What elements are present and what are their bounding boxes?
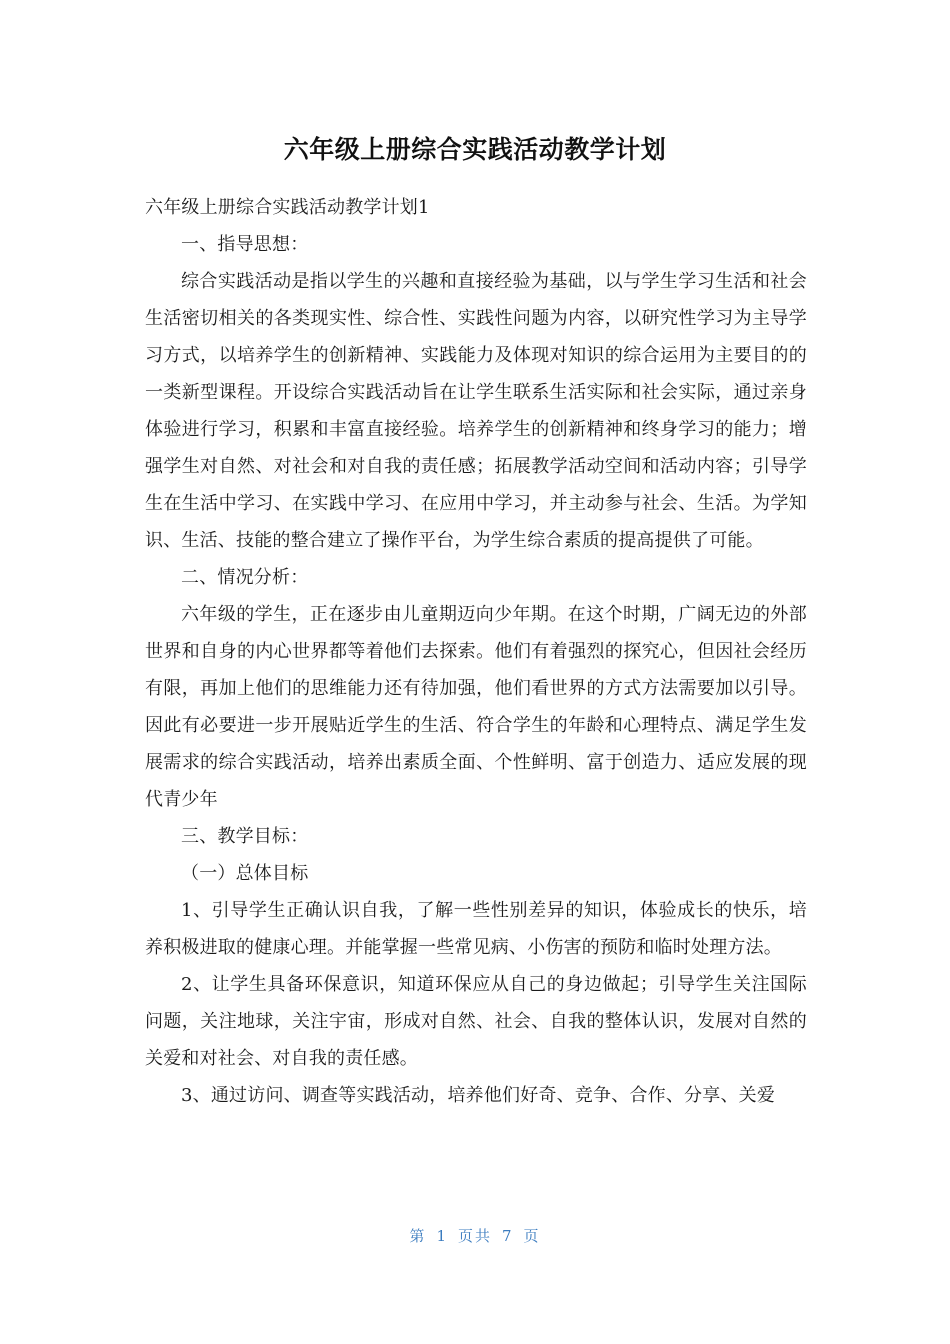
subheading-overall-goals: （一）总体目标 (181, 863, 309, 884)
footer-middle: 页共 (457, 1227, 492, 1245)
goal-item-3: 3、通过访问、调查等实践活动，培养他们好奇、竞争、合作、分享、关爱 (181, 1085, 776, 1106)
document-subtitle: 六年级上册综合实践活动教学计划1 (145, 197, 430, 218)
document-body (145, 189, 807, 1114)
footer-total-pages: 7 (502, 1227, 514, 1245)
paragraph-situation-analysis: 六年级的学生，正在逐步由儿童期迈向少年期。在这个时期，广阔无边的外部世界和自身的内心世界都等着他们去探索。他们有着强烈的探究心，但因社会经历有限，再加上他们的思维能力还有待加强，他们看世界的方式方法需要加以引导。因此有必要进一步开展贴近学生的生活、符合学生的年龄和心理特点、满足学生发展需求的综合实践活动，培养出素质全面、个性鲜明、富于创造力、适应发展的现代青少年 (145, 604, 807, 810)
footer-suffix: 页 (523, 1227, 541, 1245)
section-heading-guiding-thought: 一、指导思想： (181, 234, 309, 255)
page-footer (0, 1225, 950, 1246)
goal-item-2: 2、让学生具备环保意识，知道环保应从自己的身边做起；引导学生关注国际问题，关注地球，关注宇宙，形成对自然、社会、自我的整体认识，发展对自然的关爱和对社会、对自我的责任感。 (145, 974, 807, 1069)
footer-current-page: 1 (436, 1227, 448, 1245)
section-heading-situation-analysis: 二、情况分析： (181, 567, 309, 588)
document-title: 六年级上册综合实践活动教学计划 (283, 135, 667, 164)
paragraph-guiding-thought: 综合实践活动是指以学生的兴趣和直接经验为基础，以与学生学习生活和社会生活密切相关的各类现实性、综合性、实践性问题为内容，以研究性学习为主导学习方式，以培养学生的创新精神、实践能力及体现对知识的综合运用为主要目的的一类新型课程。开设综合实践活动旨在让学生联系生活实际和社会实际，通过亲身体验进行学习，积累和丰富直接经验。培养学生的创新精神和终身学习的能力；增强学生对自然、对社会和对自我的责任感；拓展教学活动空间和活动内容；引导学生在生活中学习、在实践中学习、在应用中学习，并主动参与社会、生活。为学知识、生活、技能的整合建立了操作平台，为学生综合素质的提高提供了可能。 (145, 271, 807, 551)
footer-prefix: 第 (409, 1227, 427, 1245)
goal-item-1: 1、引导学生正确认识自我，了解一些性别差异的知识，体验成长的快乐，培养积极进取的健康心理。并能掌握一些常见病、小伤害的预防和临时处理方法。 (145, 900, 807, 958)
section-heading-teaching-goals: 三、教学目标： (181, 826, 309, 847)
